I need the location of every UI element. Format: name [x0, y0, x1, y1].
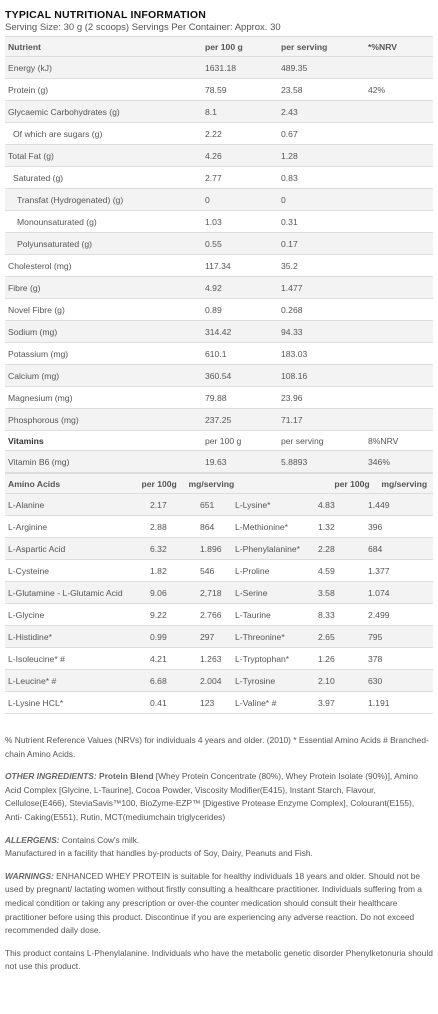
nutrient-per-serving: 23.96	[281, 392, 303, 403]
amino-name-2: L-Tyrosine	[235, 675, 276, 686]
phenylalanine-note: This product contains L-Phenylalanine. Individuals who have the metabolic genetic disorder Phenylketonuria should not use this product.	[5, 947, 433, 972]
amino-row	[5, 516, 433, 538]
ingredients-note	[5, 770, 433, 824]
nutrition-row	[5, 277, 433, 299]
nutrition-row	[5, 79, 433, 101]
amino-per-100g-2: 3.58	[318, 587, 335, 598]
nutrition-row	[5, 167, 433, 189]
page-title: TYPICAL NUTRITIONAL INFORMATION	[5, 9, 207, 21]
amino-per-100g-2: 3.97	[318, 697, 335, 708]
nutrient-per-100g: 314.42	[205, 326, 232, 337]
ingredients-strong: Protein Blend	[99, 771, 154, 782]
amino-name-2: L-Methionine*	[235, 521, 289, 532]
amino-mg-serving-2: 1.074	[368, 587, 390, 598]
amino-mg-serving-2: 684	[368, 543, 383, 554]
nutrient-per-100g: 610.1	[205, 348, 227, 359]
nutrient-per-serving: 0.67	[281, 128, 298, 139]
nutrient-per-serving: 71.17	[281, 414, 303, 425]
nutrient-name: Calcium (mg)	[8, 370, 60, 381]
header-vit-per-serving: per serving	[281, 435, 324, 446]
amino-header-row	[5, 473, 433, 494]
nutrition-row	[5, 255, 433, 277]
amino-per-100g-2: 4.59	[318, 565, 335, 576]
header-nutrient: Nutrient	[8, 41, 41, 52]
nutrient-per-serving: 1.28	[281, 150, 298, 161]
amino-table	[5, 473, 433, 714]
nutrition-row	[5, 145, 433, 167]
amino-per-100g: 2.17	[150, 499, 167, 510]
amino-per-100g: 9.22	[150, 609, 167, 620]
header-amino-acids: Amino Acids	[8, 478, 61, 489]
vitamin-per-100g: 19.63	[205, 456, 227, 467]
nutrition-row	[5, 387, 433, 409]
nutrient-per-100g: 2.22	[205, 128, 222, 139]
nutrient-name: Potassium (mg)	[8, 348, 69, 359]
amino-row	[5, 670, 433, 692]
amino-per-100g-2: 2.10	[318, 675, 335, 686]
amino-name: L-Cysteine	[8, 565, 50, 576]
header-amino-per-100g: per 100g	[141, 478, 177, 489]
amino-name-2: L-Valine* #	[235, 697, 277, 708]
nutrient-per-100g: 1.03	[205, 216, 222, 227]
nutrition-table	[5, 36, 433, 473]
nutrition-row	[5, 211, 433, 233]
manufactured-note: Manufactured in a facility that handles by-products of Soy, Dairy, Peanuts and Fish.	[5, 848, 313, 859]
allergens-text: Contains Cow's milk.	[59, 834, 140, 845]
vitamin-row	[5, 451, 433, 473]
nutrition-body	[5, 57, 433, 431]
nutrient-per-100g: 117.34	[205, 260, 231, 271]
nutrient-name: Protein (g)	[8, 84, 49, 95]
amino-per-100g: 4.21	[150, 653, 167, 664]
amino-mg-serving: 546	[200, 565, 215, 576]
nutrient-per-100g: 78.59	[205, 84, 227, 95]
amino-mg-serving: 123	[200, 697, 215, 708]
nutrient-per-100g: 4.92	[205, 282, 222, 293]
header-amino-mg-serving: mg/serving	[188, 478, 235, 489]
nutrient-per-100g: 0.89	[205, 304, 222, 315]
nutrient-name: Polyunsaturated (g)	[17, 238, 92, 249]
nutrient-name: Monounsaturated (g)	[17, 216, 97, 227]
notes-section	[5, 734, 433, 974]
amino-name: L-Isoleucine* #	[8, 653, 65, 664]
nutrient-per-serving: 108.16	[281, 370, 308, 381]
amino-name-2: L-Proline	[235, 565, 270, 576]
amino-row	[5, 494, 433, 516]
vitamin-nrv: 346%	[368, 456, 390, 467]
amino-name: L-Glycine	[8, 609, 45, 620]
amino-mg-serving-2: 2.499	[368, 609, 390, 620]
amino-body	[5, 494, 433, 714]
nrv-note: % Nutrient Reference Values (NRVs) for individuals 4 years and older. (2010) * Essential Amino Acids # Branched-chain Amino Acids.	[5, 735, 429, 759]
amino-row	[5, 560, 433, 582]
nutrient-nrv: 42%	[368, 84, 386, 95]
amino-per-100g-2: 4.83	[318, 499, 335, 510]
warnings-label: WARNINGS:	[5, 870, 54, 881]
nutrient-per-100g: 1631.18	[205, 62, 237, 73]
amino-per-100g-2: 1.26	[318, 653, 335, 664]
header-vitamins: Vitamins	[8, 435, 44, 446]
amino-row	[5, 626, 433, 648]
header-per-100g: per 100 g	[205, 41, 243, 52]
amino-mg-serving-2: 378	[368, 653, 383, 664]
header-amino-mg-serving-2: mg/serving	[381, 478, 428, 489]
amino-name: L-Lysine HCL*	[8, 697, 64, 708]
amino-row	[5, 582, 433, 604]
amino-mg-serving-2: 396	[368, 521, 383, 532]
nutrient-per-100g: 237.25	[205, 414, 232, 425]
nutrient-per-100g: 79.88	[205, 392, 227, 403]
amino-mg-serving: 651	[200, 499, 215, 510]
amino-per-100g: 0.41	[150, 697, 167, 708]
nutrient-per-serving: 1.477	[281, 282, 303, 293]
nutrient-name: Magnesium (mg)	[8, 392, 73, 403]
amino-per-100g: 9.06	[150, 587, 167, 598]
vitamin-per-serving: 5.8893	[281, 456, 308, 467]
amino-per-100g-2: 8.33	[318, 609, 335, 620]
amino-mg-serving: 297	[200, 631, 215, 642]
amino-per-100g-2: 1.32	[318, 521, 335, 532]
nutrition-header-row	[5, 36, 433, 57]
nutrition-row	[5, 365, 433, 387]
amino-per-100g: 1.82	[150, 565, 167, 576]
nutrition-row	[5, 57, 433, 79]
amino-name-2: L-Phenylalanine*	[235, 543, 300, 554]
nutrient-per-serving: 0.17	[281, 238, 298, 249]
amino-per-100g: 0.99	[150, 631, 167, 642]
warnings-text: ENHANCED WHEY PROTEIN is suitable for healthy individuals 18 years and older. Should not be used by pregnant/ lactating women without firstly consulting a healthcare practitioner. Individuals suffering from a medical condition or taking any prescription or over-the counter medication should consult their healthcare practitioner before using this product. Discontinue if you are experiencing any adverse reaction. Do not exceed recommended daily dose.	[5, 870, 422, 936]
nutrient-per-serving: 94.33	[281, 326, 303, 337]
amino-mg-serving: 2,718	[200, 587, 222, 598]
nutrient-name: Cholesterol (mg)	[8, 260, 72, 271]
amino-mg-serving-2: 1.449	[368, 499, 390, 510]
nutrient-name: Sodium (mg)	[8, 326, 58, 337]
amino-name: L-Leucine* #	[8, 675, 57, 686]
amino-mg-serving-2: 630	[368, 675, 383, 686]
nutrition-row	[5, 233, 433, 255]
ingredients-text: [Whey Protein Concentrate (80%), Whey Protein Isolate (90%)], Amino Acid Complex [Glycine, L-Taurine], Cocoa Powder, Viscosity Modifier(E415), Instant Starch, Flavour, Cellulose(E466), SteviaSavis™100, BioZyme-EZP™ [Digestive Protease Enzyme Complex], Colourant(E155), Anti- Caking(E551), Rutin, MCT(mediumchain triglycerides)	[5, 771, 418, 822]
nutrient-name: Of which are sugars (g)	[13, 128, 103, 139]
amino-mg-serving-2: 1.377	[368, 565, 390, 576]
vitamin-body	[5, 451, 433, 473]
nutrient-per-serving: 0	[281, 194, 286, 205]
nutrient-per-serving: 0.31	[281, 216, 298, 227]
nutrient-name: Glycaemic Carbohydrates (g)	[8, 106, 120, 117]
nutrient-per-serving: 0.83	[281, 172, 298, 183]
ingredients-label: OTHER INGREDIENTS:	[5, 771, 97, 782]
header-vit-nrv: 8%NRV	[368, 435, 399, 446]
amino-name: L-Histidine*	[8, 631, 52, 642]
nutrient-per-100g: 0.55	[205, 238, 222, 249]
amino-per-100g: 2.88	[150, 521, 167, 532]
amino-mg-serving-2: 1.191	[368, 697, 390, 708]
serving-info: Serving Size: 30 g (2 scoops) Servings Per Container: Approx. 30	[5, 22, 281, 33]
amino-row	[5, 604, 433, 626]
nutrient-per-serving: 489.35	[281, 62, 308, 73]
nutrition-row	[5, 101, 433, 123]
allergens-note	[5, 834, 433, 848]
nutrient-name: Transfat (Hydrogenated) (g)	[17, 194, 124, 205]
header-amino-per-100g-2: per 100g	[334, 478, 370, 489]
amino-mg-serving: 2.004	[200, 675, 222, 686]
allergens-label: ALLERGENS:	[5, 834, 60, 845]
amino-row	[5, 648, 433, 670]
nutrient-name: Novel Fibre (g)	[8, 304, 65, 315]
header-vit-per-100g: per 100 g	[205, 435, 242, 446]
amino-name-2: L-Threonine*	[235, 631, 285, 642]
header-per-serving: per serving	[281, 41, 328, 52]
amino-per-100g-2: 2.65	[318, 631, 335, 642]
nutrient-per-100g: 4.26	[205, 150, 222, 161]
amino-mg-serving: 1.896	[200, 543, 222, 554]
nutrition-row	[5, 299, 433, 321]
amino-mg-serving: 1.263	[200, 653, 222, 664]
nutrient-per-100g: 360.54	[205, 370, 232, 381]
amino-name-2: L-Taurine	[235, 609, 271, 620]
amino-mg-serving: 864	[200, 521, 215, 532]
nutrient-per-100g: 0	[205, 194, 210, 205]
vitamins-header-row	[5, 431, 433, 451]
amino-row	[5, 692, 433, 714]
nutrient-name: Saturated (g)	[13, 172, 64, 183]
amino-mg-serving: 2.766	[200, 609, 222, 620]
nutrient-name: Total Fat (g)	[8, 150, 54, 161]
nutrient-name: Energy (kJ)	[8, 62, 52, 73]
amino-name-2: L-Lysine*	[235, 499, 271, 510]
amino-name: L-Alanine	[8, 499, 45, 510]
amino-mg-serving-2: 795	[368, 631, 383, 642]
amino-per-100g-2: 2.28	[318, 543, 335, 554]
nutrient-per-serving: 0.268	[281, 304, 303, 315]
amino-name-2: L-Tryptophan*	[235, 653, 290, 664]
warnings-note	[5, 870, 433, 938]
vitamin-name: Vitamin B6 (mg)	[8, 456, 70, 467]
amino-name: L-Arginine	[8, 521, 48, 532]
nutrient-per-serving: 183.03	[281, 348, 308, 359]
nutrition-row	[5, 321, 433, 343]
nutrition-row	[5, 189, 433, 211]
amino-per-100g: 6.68	[150, 675, 167, 686]
amino-row	[5, 538, 433, 560]
nutrient-name: Phosphorous (mg)	[8, 414, 79, 425]
nutrition-row	[5, 123, 433, 145]
nutrition-row	[5, 409, 433, 431]
nutrient-per-serving: 35.2	[281, 260, 298, 271]
nutrient-per-100g: 8.1	[205, 106, 217, 117]
nutrient-per-serving: 23.58	[281, 84, 303, 95]
nutrient-per-100g: 2.77	[205, 172, 222, 183]
amino-name: L-Aspartic Acid	[8, 543, 66, 554]
nutrient-name: Fibre (g)	[8, 282, 41, 293]
amino-per-100g: 6.32	[150, 543, 167, 554]
nutrition-row	[5, 343, 433, 365]
header-nrv: *%NRV	[368, 41, 397, 52]
amino-name: L-Glutamine - L-Glutamic Acid	[8, 587, 123, 598]
nutrient-per-serving: 2.43	[281, 106, 298, 117]
amino-name-2: L-Serine	[235, 587, 268, 598]
